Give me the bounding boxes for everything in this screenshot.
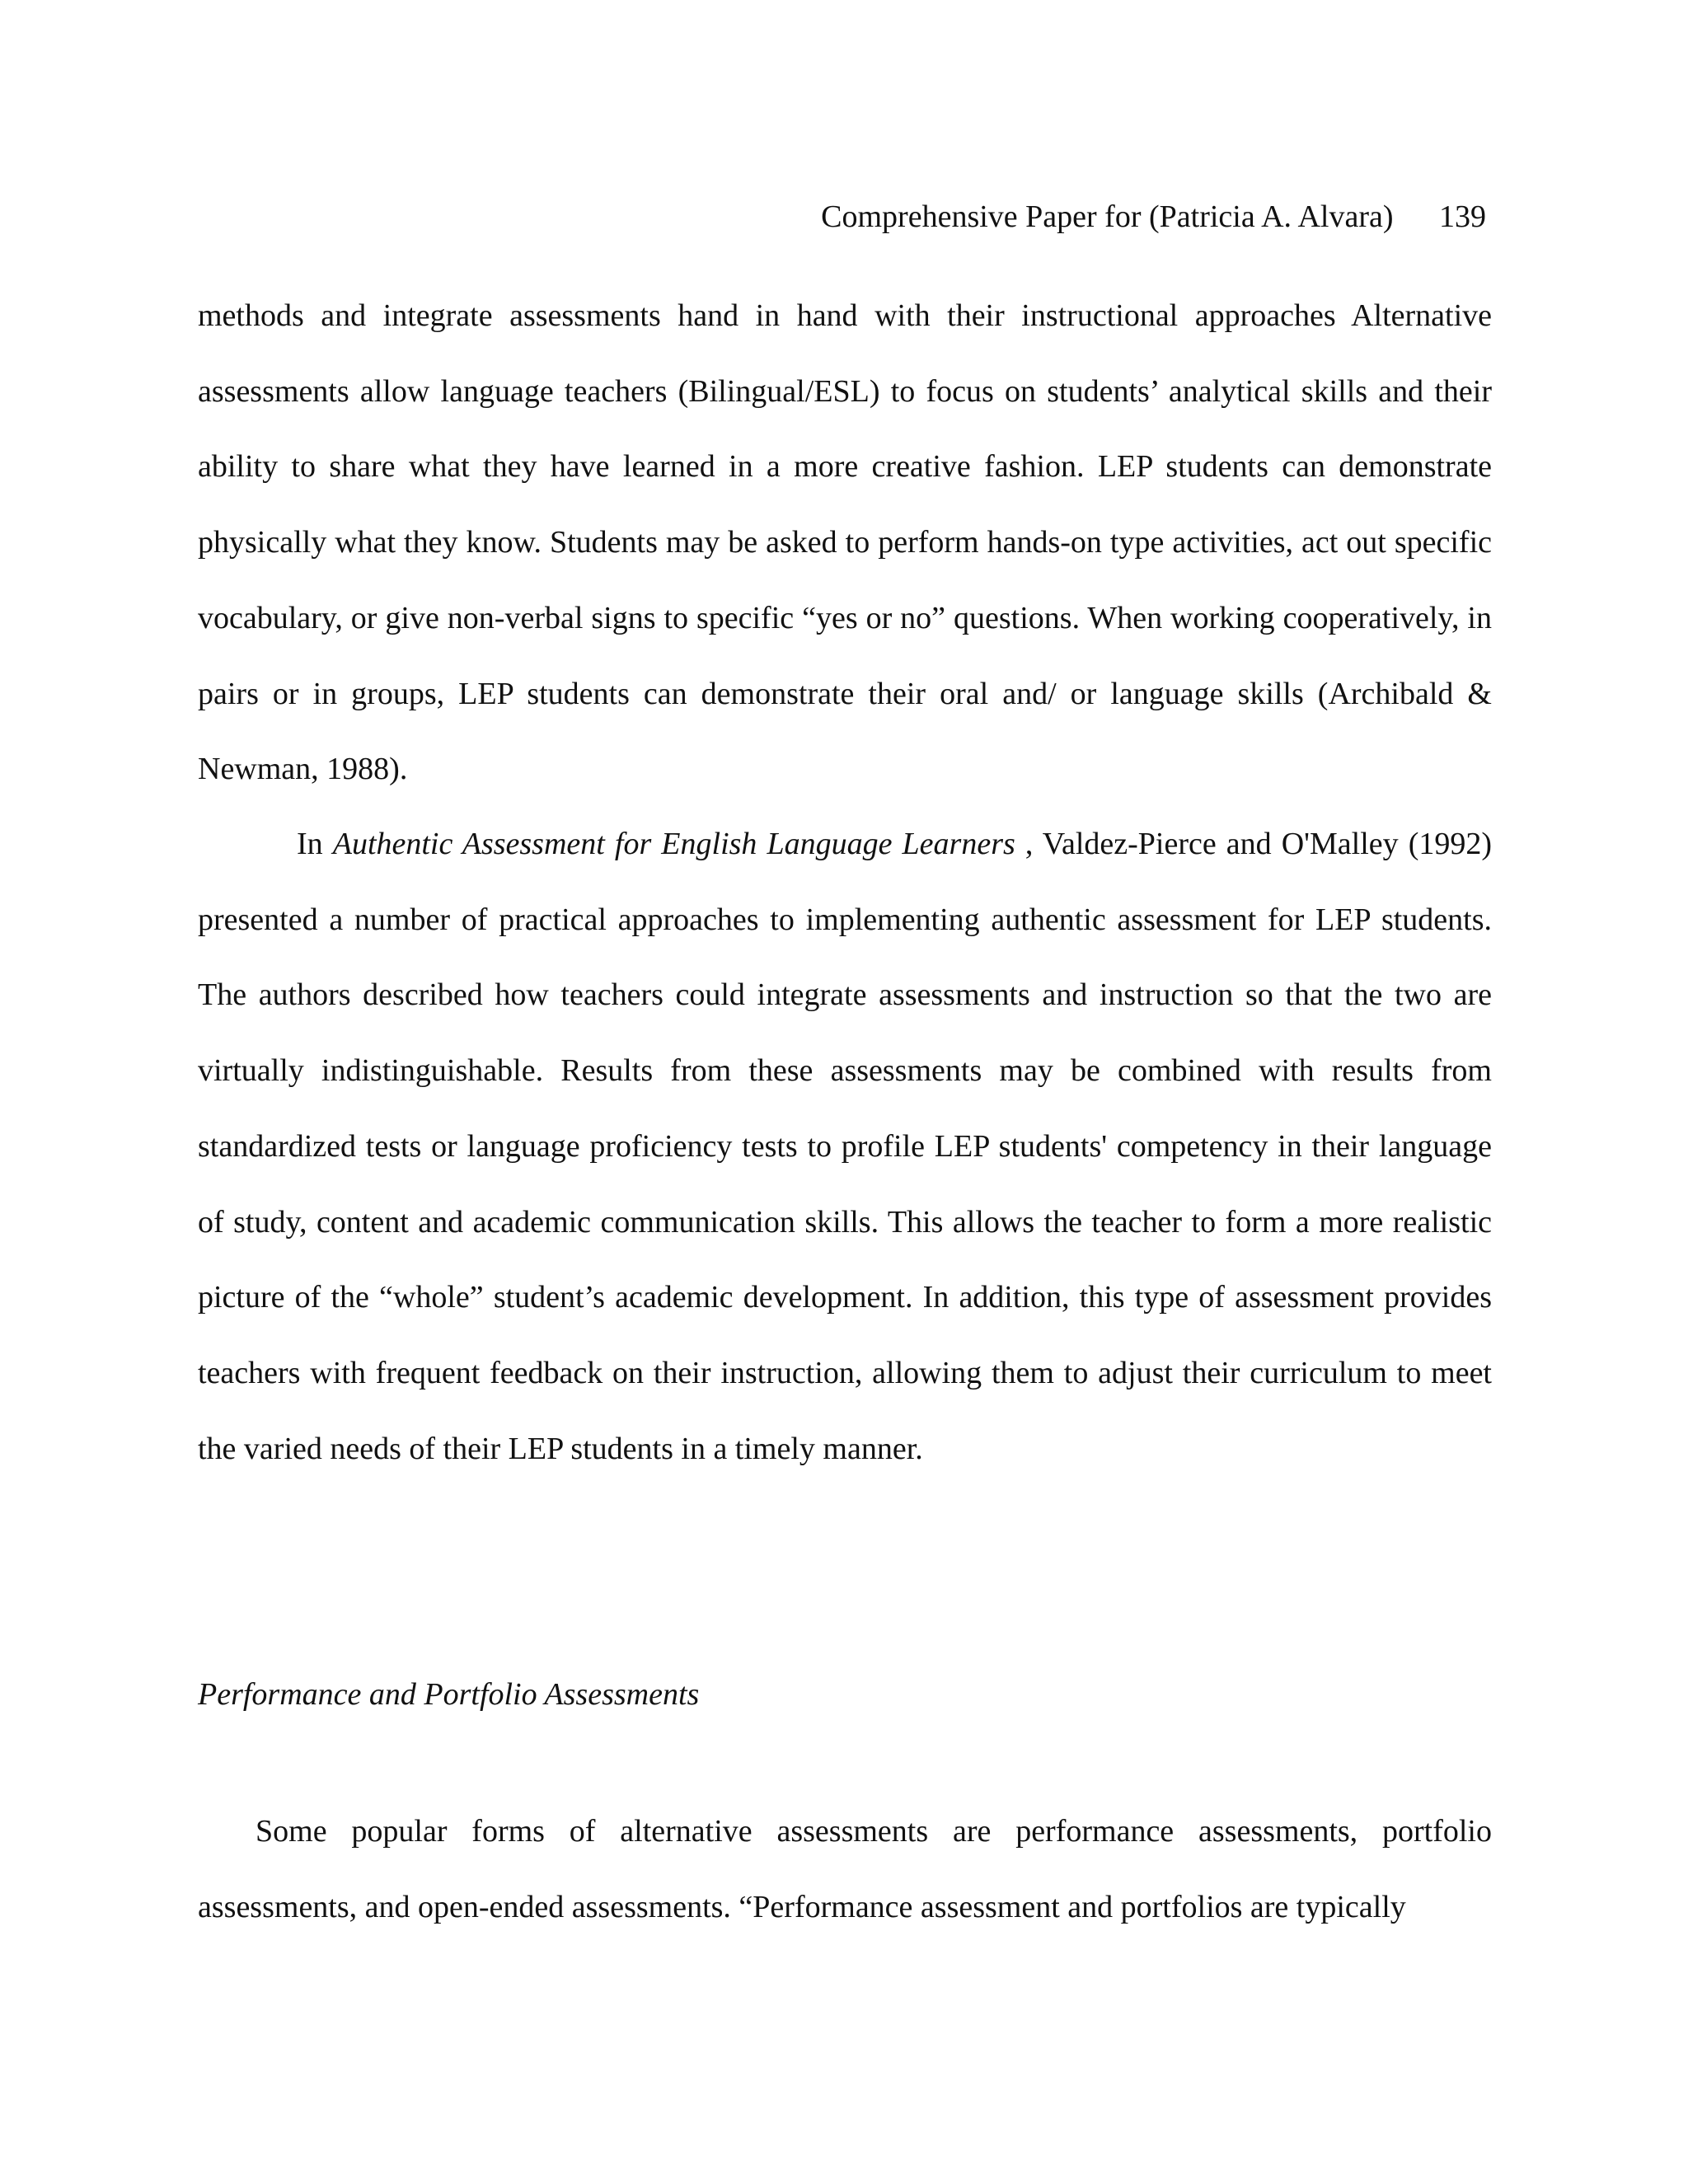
running-title: Comprehensive Paper for (Patricia A. Alvara) <box>821 199 1394 234</box>
paragraph-2-rest: , Valdez-Pierce and O'Malley (1992) presented a number of practical approaches to implementing authentic assessment for LEP students. The authors described how teachers could integrate assessments and instruction so that the two are virtually indistinguishable. Results from these assessments may be combined with results from standardized tests or language proficiency tests to profile LEP students' competency in their language of study, content and academic communication skills. This allows the teacher to form a more realistic picture of the “whole” student’s academic development. In addition, this type of assessment provides teachers with frequent feedback on their instruction, allowing them to adjust their curriculum to meet the varied needs of their LEP students in a timely manner. <box>198 827 1493 1466</box>
paragraph-1 <box>198 279 1492 808</box>
paragraph-2-text <box>198 807 1492 1487</box>
section-heading: Performance and Portfolio Assessments <box>198 1677 700 1712</box>
paragraph-2-lead: In <box>297 827 333 861</box>
paragraph-1-text: methods and integrate assessments hand in hand with their instructional approaches Alternative assessments allow language teachers (Bilingual/ESL) to focus on students’ analytical skills and their ability to share what they have learned in a more creative fashion. LEP students can demonstrate physically what they know. Students may be asked to perform hands-on type activities, act out specific vocabulary, or give non-verbal signs to specific “yes or no” questions. When working cooperatively, in pairs or in groups, LEP students can demonstrate their oral and/ or language skills (Archibald & Newman, 1988). <box>198 298 1492 787</box>
paragraph-2 <box>198 807 1492 1487</box>
paragraph-3 <box>198 1794 1492 1945</box>
page-number: 139 <box>1439 199 1486 234</box>
book-title: Authentic Assessment for English Language Learners <box>332 827 1015 861</box>
paragraph-3-text: Some popular forms of alternative assessments are performance assessments, portfolio assessments, and open-ended assessments. “Performance assessment and portfolios are typically <box>198 1814 1492 1924</box>
running-head <box>821 198 1486 236</box>
